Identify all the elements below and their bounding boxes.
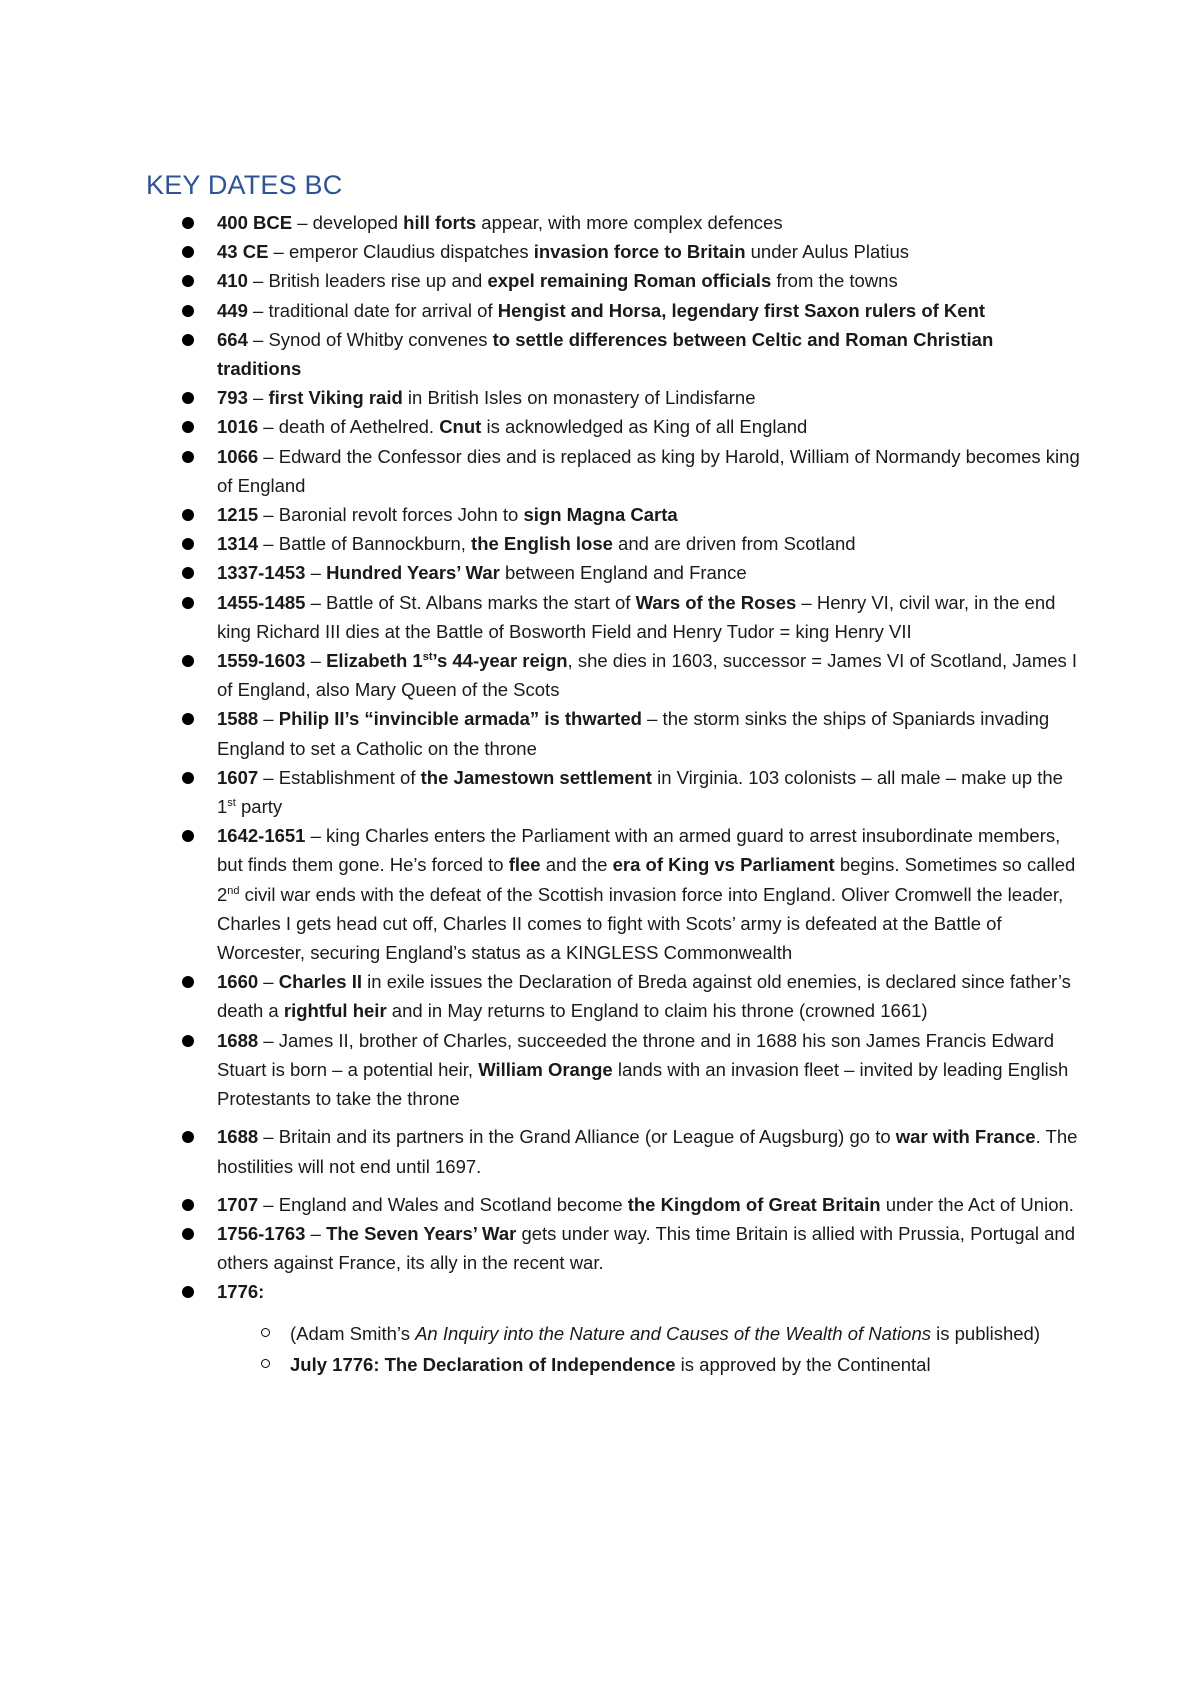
list-item: 1314 – Battle of Bannockburn, the English lose and are driven from Scotland (180, 529, 1080, 558)
bullet-icon (182, 976, 194, 988)
bullet-icon (182, 421, 194, 433)
list-item: 1688 – James II, brother of Charles, succeeded the throne and in 1688 his son James Francis Edward Stuart is born – a potential heir, William Orange lands with an invasion fleet – invited by leading English Protestants to take the throne (180, 1026, 1080, 1114)
circle-bullet-icon (261, 1328, 270, 1337)
list-item: 43 CE – emperor Claudius dispatches invasion force to Britain under Aulus Platius (180, 237, 1080, 266)
bullet-icon (182, 275, 194, 287)
bullet-icon (182, 655, 194, 667)
sub-list-item: (Adam Smith’s An Inquiry into the Nature and Causes of the Wealth of Nations is published) (217, 1318, 1080, 1349)
list-item: 449 – traditional date for arrival of Hengist and Horsa, legendary first Saxon rulers of Kent (180, 296, 1080, 325)
list-item: 1756-1763 – The Seven Years’ War gets under way. This time Britain is allied with Prussia, Portugal and others against France, its ally in the recent war. (180, 1219, 1080, 1277)
bullet-icon (182, 334, 194, 346)
bullet-icon (182, 392, 194, 404)
list-item: 1642-1651 – king Charles enters the Parliament with an armed guard to arrest insubordinate members, but finds them gone. He’s forced to flee and the era of King vs Parliament begins. Sometimes so called 2nd civil war ends with the defeat of the Scottish invasion force into England. Oliver Cromwell the leader, Charles I gets head cut off, Charles II comes to fight with Scots’ army is defeated at the Battle of Worcester, securing England’s status as a KINGLESS Commonwealth (180, 821, 1080, 967)
bullet-icon (182, 538, 194, 550)
bullet-icon (182, 217, 194, 229)
bullet-icon (182, 772, 194, 784)
bullet-icon (182, 830, 194, 842)
list-item: 1215 – Baronial revolt forces John to sign Magna Carta (180, 500, 1080, 529)
bullet-icon (182, 305, 194, 317)
list-item: 1607 – Establishment of the Jamestown settlement in Virginia. 103 colonists – all male – make up the 1st party (180, 763, 1080, 821)
list-item: 1707 – England and Wales and Scotland become the Kingdom of Great Britain under the Act of Union. (180, 1190, 1080, 1219)
bullet-icon (182, 1131, 194, 1143)
list-item: 1066 – Edward the Confessor dies and is replaced as king by Harold, William of Normandy becomes king of England (180, 442, 1080, 500)
list-item: 410 – British leaders rise up and expel remaining Roman officials from the towns (180, 266, 1080, 295)
list-item: 1660 – Charles II in exile issues the Declaration of Breda against old enemies, is declared since father’s death a rightful heir and in May returns to England to claim his throne (crowned 1661) (180, 967, 1080, 1025)
list-item: 1337-1453 – Hundred Years’ War between England and France (180, 558, 1080, 587)
list-item: 664 – Synod of Whitby convenes to settle differences between Celtic and Roman Christian traditions (180, 325, 1080, 383)
list-item: 1776: (Adam Smith’s An Inquiry into the Nature and Causes of the Wealth of Nations is published) July 1776: The Declaration of Independence is approved by the Continental (180, 1277, 1080, 1379)
bullet-icon (182, 509, 194, 521)
bullet-icon (182, 246, 194, 258)
list-item: 1016 – death of Aethelred. Cnut is acknowledged as King of all England (180, 412, 1080, 441)
bullet-icon (182, 1199, 194, 1211)
list-item: 400 BCE – developed hill forts appear, with more complex defences (180, 208, 1080, 237)
page-title: KEY DATES BC (146, 170, 343, 200)
list-item: 1588 – Philip II’s “invincible armada” is thwarted – the storm sinks the ships of Spaniards invading England to set a Catholic on the throne (180, 704, 1080, 762)
list-item: 1559-1603 – Elizabeth 1st’s 44-year reign, she dies in 1603, successor = James VI of Scotland, James I of England, also Mary Queen of the Scots (180, 646, 1080, 704)
bullet-icon (182, 597, 194, 609)
bullet-icon (182, 1035, 194, 1047)
list-item: 793 – first Viking raid in British Isles on monastery of Lindisfarne (180, 383, 1080, 412)
bullet-icon (182, 1286, 194, 1298)
key-dates-list (180, 208, 1080, 1380)
list-item: 1455-1485 – Battle of St. Albans marks the start of Wars of the Roses – Henry VI, civil war, in the end king Richard III dies at the Battle of Bosworth Field and Henry Tudor = king Henry VII (180, 588, 1080, 646)
circle-bullet-icon (261, 1359, 270, 1368)
bullet-icon (182, 567, 194, 579)
list-item: 1688 – Britain and its partners in the Grand Alliance (or League of Augsburg) go to war with France. The hostilities will not end until 1697. (180, 1122, 1080, 1180)
bullet-icon (182, 1228, 194, 1240)
sub-list-item: July 1776: The Declaration of Independence is approved by the Continental (217, 1349, 1080, 1380)
bullet-icon (182, 451, 194, 463)
bullet-icon (182, 713, 194, 725)
sub-list (217, 1318, 1080, 1380)
